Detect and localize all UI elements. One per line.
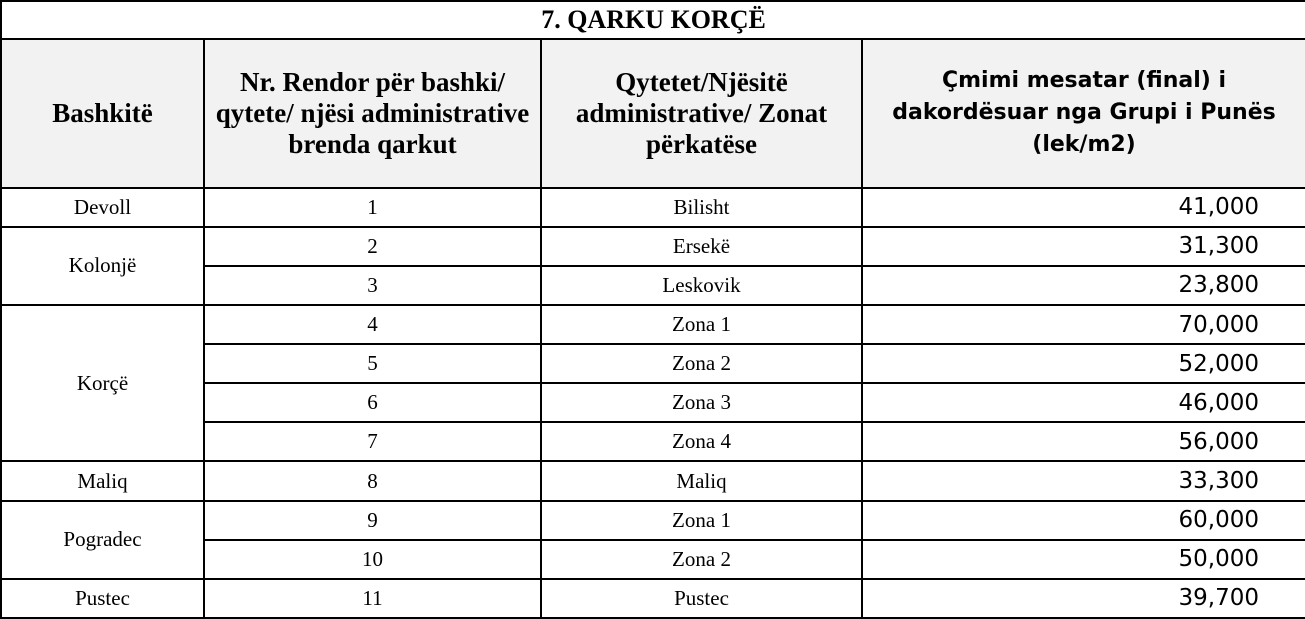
- order-number-cell: 7: [204, 422, 541, 461]
- municipality-cell: Maliq: [1, 461, 204, 500]
- table-row: [1, 227, 1305, 266]
- price-cell: 39,700: [862, 579, 1305, 618]
- unit-cell: Leskovik: [541, 266, 862, 305]
- unit-cell: Zona 1: [541, 305, 862, 344]
- price-cell: 52,000: [862, 344, 1305, 383]
- price-cell: 50,000: [862, 540, 1305, 579]
- table-title: 7. QARKU KORÇË: [1, 1, 1305, 39]
- unit-cell: Zona 2: [541, 540, 862, 579]
- order-number-cell: 8: [204, 461, 541, 500]
- order-number-cell: 6: [204, 383, 541, 422]
- unit-cell: Zona 4: [541, 422, 862, 461]
- unit-cell: Bilisht: [541, 188, 862, 227]
- municipality-cell: Kolonjë: [1, 227, 204, 305]
- municipality-cell: Korçë: [1, 305, 204, 462]
- price-cell: 56,000: [862, 422, 1305, 461]
- unit-cell: Pustec: [541, 579, 862, 618]
- table-row: [1, 461, 1305, 500]
- unit-cell: Zona 1: [541, 501, 862, 540]
- order-number-cell: 4: [204, 305, 541, 344]
- municipality-cell: Pustec: [1, 579, 204, 618]
- unit-cell: Zona 2: [541, 344, 862, 383]
- unit-cell: Ersekë: [541, 227, 862, 266]
- header-units: Qytetet/Njësitë administrative/ Zonat përkatëse: [541, 39, 862, 187]
- price-cell: 23,800: [862, 266, 1305, 305]
- header-row: [1, 39, 1305, 187]
- header-order-number: Nr. Rendor për bashki/ qytete/ njësi administrative brenda qarkut: [204, 39, 541, 187]
- price-cell: 33,300: [862, 461, 1305, 500]
- order-number-cell: 5: [204, 344, 541, 383]
- order-number-cell: 1: [204, 188, 541, 227]
- unit-cell: Maliq: [541, 461, 862, 500]
- price-cell: 31,300: [862, 227, 1305, 266]
- price-cell: 41,000: [862, 188, 1305, 227]
- order-number-cell: 2: [204, 227, 541, 266]
- table-row: [1, 579, 1305, 618]
- order-number-cell: 9: [204, 501, 541, 540]
- municipality-cell: Pogradec: [1, 501, 204, 579]
- title-row: [1, 1, 1305, 39]
- table-row: [1, 188, 1305, 227]
- table-row: [1, 305, 1305, 344]
- order-number-cell: 11: [204, 579, 541, 618]
- price-cell: 70,000: [862, 305, 1305, 344]
- order-number-cell: 3: [204, 266, 541, 305]
- table-row: [1, 501, 1305, 540]
- unit-cell: Zona 3: [541, 383, 862, 422]
- municipality-cell: Devoll: [1, 188, 204, 227]
- header-price: Çmimi mesatar (final) i dakordësuar nga Grupi i Punës (lek/m2): [862, 39, 1305, 187]
- price-cell: 46,000: [862, 383, 1305, 422]
- price-cell: 60,000: [862, 501, 1305, 540]
- header-municipality: Bashkitë: [1, 39, 204, 187]
- order-number-cell: 10: [204, 540, 541, 579]
